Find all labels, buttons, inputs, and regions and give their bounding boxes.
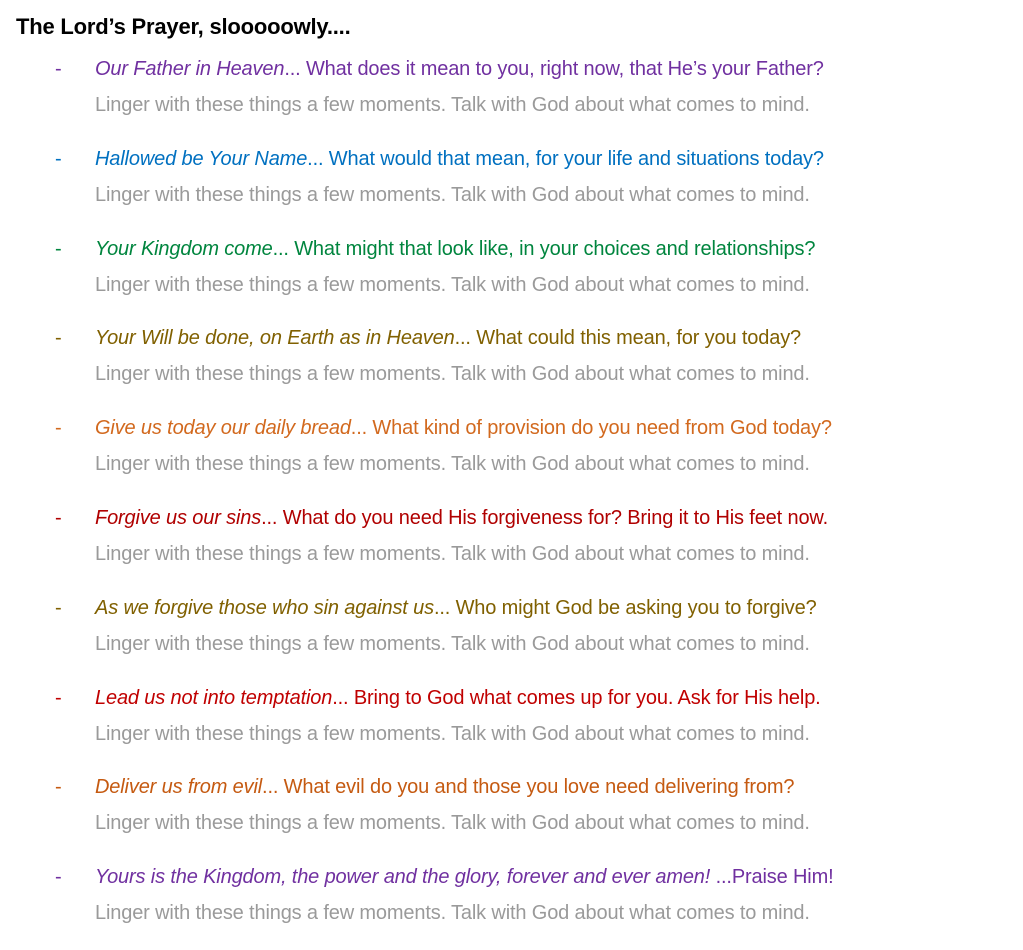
prayer-phrase: Yours is the Kingdom, the power and the glory, forever and ever amen! <box>95 866 711 889</box>
list-item <box>0 411 1023 501</box>
prayer-phrase: Our Father in Heaven <box>95 58 285 80</box>
prayer-line <box>95 505 828 531</box>
prayer-phrase: As we forgive those who sin against us <box>95 596 434 619</box>
prayer-phrase: Lead us not into temptation <box>95 686 333 709</box>
list-item <box>0 860 1023 950</box>
bullet-dash: - <box>55 596 62 619</box>
reflection-question: ... What do you need His forgiveness for? Bring it to His feet now. <box>261 506 829 529</box>
reflection-question: ... Who might God be asking you to forgive? <box>433 596 817 619</box>
reflection-question: ...Praise Him! <box>710 866 834 889</box>
list-item <box>0 501 1023 591</box>
prayer-line <box>95 236 815 262</box>
bullet-dash: - <box>55 147 62 170</box>
linger-text: Linger with these things a few moments. Talk with God about what comes to mind. <box>95 812 810 835</box>
linger-text: Linger with these things a few moments. Talk with God about what comes to mind. <box>95 273 810 296</box>
linger-text: Linger with these things a few moments. Talk with God about what comes to mind. <box>95 902 810 925</box>
bullet-dash: - <box>55 686 62 709</box>
linger-text: Linger with these things a few moments. Talk with God about what comes to mind. <box>95 542 810 565</box>
bullet-dash: - <box>55 866 62 889</box>
reflection-question: ... What kind of provision do you need from God today? <box>350 417 832 440</box>
list-item <box>0 770 1023 860</box>
prayer-line <box>95 595 817 621</box>
reflection-question: ... What would that mean, for your life and situations today? <box>307 147 824 170</box>
reflection-question: ... What could this mean, for you today? <box>454 327 802 350</box>
prayer-phrase: Forgive us our sins <box>95 506 262 529</box>
list-item <box>0 681 1023 771</box>
bullet-dash: - <box>55 58 62 80</box>
bullet-dash: - <box>55 327 62 350</box>
prayer-line <box>95 685 821 711</box>
prayer-phrase: Hallowed be Your Name <box>95 147 308 170</box>
bullet-dash: - <box>55 417 62 440</box>
prayer-line <box>95 864 834 890</box>
linger-text: Linger with these things a few moments. Talk with God about what comes to mind. <box>95 453 810 476</box>
list-item <box>0 591 1023 681</box>
prayer-phrase: Deliver us from evil <box>95 776 263 799</box>
prayer-phrase: Your Will be done, on Earth as in Heaven <box>95 327 455 350</box>
prayer-line <box>95 325 801 351</box>
linger-text: Linger with these things a few moments. Talk with God about what comes to mind. <box>95 363 810 386</box>
bullet-dash: - <box>55 776 62 799</box>
prayer-line <box>95 146 824 172</box>
linger-text: Linger with these things a few moments. Talk with God about what comes to mind. <box>95 722 810 745</box>
prayer-line <box>95 56 824 82</box>
bullet-dash: - <box>55 237 62 260</box>
prayer-line <box>95 415 832 441</box>
prayer-list <box>0 52 1023 950</box>
linger-text: Linger with these things a few moments. Talk with God about what comes to mind. <box>95 94 810 116</box>
bullet-dash: - <box>55 506 62 529</box>
reflection-question: ... Bring to God what comes up for you. Ask for His help. <box>332 686 821 709</box>
linger-text: Linger with these things a few moments. Talk with God about what comes to mind. <box>95 632 810 655</box>
prayer-phrase: Give us today our daily bread <box>95 417 351 440</box>
reflection-question: ... What does it mean to you, right now, that He’s your Father? <box>284 58 824 80</box>
list-item <box>0 52 1023 142</box>
reflection-question: ... What evil do you and those you love need delivering from? <box>262 776 795 799</box>
list-item <box>0 232 1023 322</box>
reflection-question: ... What might that look like, in your choices and relationships? <box>272 237 816 260</box>
page-title: The Lord’s Prayer, slooooowly.... <box>16 14 351 39</box>
list-item <box>0 142 1023 232</box>
prayer-line <box>95 774 794 800</box>
prayer-phrase: Your Kingdom come <box>95 237 273 260</box>
linger-text: Linger with these things a few moments. Talk with God about what comes to mind. <box>95 183 810 206</box>
list-item <box>0 321 1023 411</box>
